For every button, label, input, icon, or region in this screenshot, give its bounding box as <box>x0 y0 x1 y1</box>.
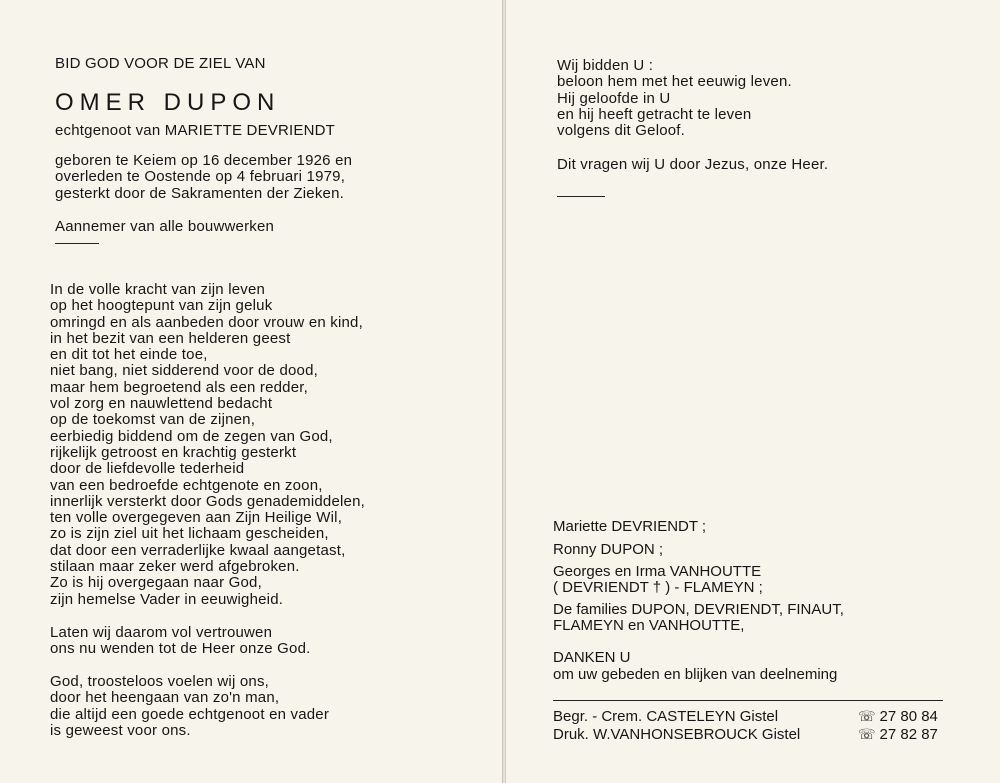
poem-line: maar hem begroetend als een redder, <box>50 378 308 396</box>
poem-line: zo is zijn ziel uit het lichaam gescheiden, <box>50 525 329 543</box>
poem-line: dat door een verraderlijke kwaal aangetast, <box>50 541 346 559</box>
poem-line: niet bang, niet sidderend voor de dood, <box>50 362 318 380</box>
prayer-line: volgens dit Geloof. <box>557 122 686 140</box>
stanza-3 <box>50 674 329 739</box>
poem-line: op het hoogtepunt van zijn geluk <box>50 297 273 315</box>
family-line: De families DUPON, DEVRIENDT, FINAUT, <box>553 601 844 618</box>
credit-phone <box>858 708 938 725</box>
family-line: Mariette DEVRIENDT ; <box>553 518 707 535</box>
heading: BID GOD VOOR DE ZIEL VAN <box>55 55 266 72</box>
telephone-icon: ☏ <box>858 726 876 742</box>
stanza-line: die altijd een goede echtgenoot en vader <box>50 705 330 723</box>
stanza-2 <box>50 625 311 658</box>
stanza-line: is geweest voor ons. <box>50 721 191 739</box>
poem-line: op de toekomst van de zijnen, <box>50 411 256 429</box>
telephone-icon: ☏ <box>858 708 876 724</box>
bio-line: geboren te Keiem op 16 december 1926 en <box>55 152 353 169</box>
poem-line: en dit tot het einde toe, <box>50 346 208 364</box>
poem-line: rijkelijk getroost en krachtig gesterkt <box>50 443 297 461</box>
credit-label: Begr. - Crem. CASTELEYN Gistel <box>553 708 779 725</box>
poem-line: door de liefdevolle tederheid <box>50 460 245 478</box>
closing-prayer: Dit vragen wij U door Jezus, onze Heer. <box>557 156 829 173</box>
poem-line: vol zorg en nauwlettend bedacht <box>50 395 273 413</box>
family-line: FLAMEYN en VANHOUTTE, <box>553 617 745 634</box>
thanks-text: om uw gebeden en blijken van deelneming <box>553 666 838 683</box>
poem-line: In de volle kracht van zijn leven <box>50 281 266 298</box>
credit-label: Druk. W.VANHONSEBROUCK Gistel <box>553 726 801 743</box>
poem-line: ten volle overgegeven aan Zijn Heilige Wil, <box>50 509 343 527</box>
family-line: ( DEVRIENDT † ) - FLAMEYN ; <box>553 579 763 596</box>
prayer-line: en hij heeft getracht te leven <box>557 105 752 123</box>
stanza-line: Laten wij daarom vol vertrouwen <box>50 624 273 641</box>
phone-number: 27 80 84 <box>879 708 938 725</box>
credits-rule <box>553 700 943 701</box>
credit-row <box>553 726 800 743</box>
family-line: Ronny DUPON ; <box>553 541 664 558</box>
bio-block <box>55 153 352 202</box>
prayer-line: Wij bidden U : <box>557 57 654 74</box>
prayer-line: beloon hem met het eeuwig leven. <box>557 73 792 91</box>
poem-line: innerlijk versterkt door Gods genademiddelen, <box>50 492 365 510</box>
poem-line: zijn hemelse Vader in eeuwigheid. <box>50 590 284 608</box>
prayer-block <box>557 58 792 139</box>
stanza-line: door het heengaan van zo'n man, <box>50 689 280 707</box>
bio-line: gesterkt door de Sakramenten der Zieken. <box>55 184 344 202</box>
phone-number: 27 82 87 <box>879 726 938 743</box>
poem-block <box>50 282 365 608</box>
stanza-line: ons nu wenden tot de Heer onze God. <box>50 640 311 658</box>
thanks-title: DANKEN U <box>553 649 631 666</box>
credit-phone <box>858 726 938 743</box>
profession: Aannemer van alle bouwwerken <box>55 218 275 235</box>
family-line: Georges en Irma VANHOUTTE <box>553 563 762 580</box>
poem-line: eerbiedig biddend om de zegen van God, <box>50 427 333 445</box>
bio-line: overleden te Oostende op 4 februari 1979, <box>55 168 346 186</box>
spouse-line: echtgenoot van MARIETTE DEVRIENDT <box>55 122 336 139</box>
stanza-line: God, troosteloos voelen wij ons, <box>50 673 270 690</box>
poem-line: in het bezit van een helderen geest <box>50 329 291 347</box>
poem-line: van een bedroefde echtgenote en zoon, <box>50 476 323 494</box>
credit-row <box>553 708 778 725</box>
poem-line: Zo is hij overgegaan naar God, <box>50 574 262 592</box>
poem-line: stilaan maar zeker werd afgebroken. <box>50 558 300 576</box>
poem-line: omringd en als aanbeden door vrouw en kind, <box>50 313 363 331</box>
deceased-name: OMER DUPON <box>55 89 281 116</box>
divider <box>55 243 99 244</box>
divider <box>557 196 605 197</box>
prayer-line: Hij geloofde in U <box>557 89 671 107</box>
